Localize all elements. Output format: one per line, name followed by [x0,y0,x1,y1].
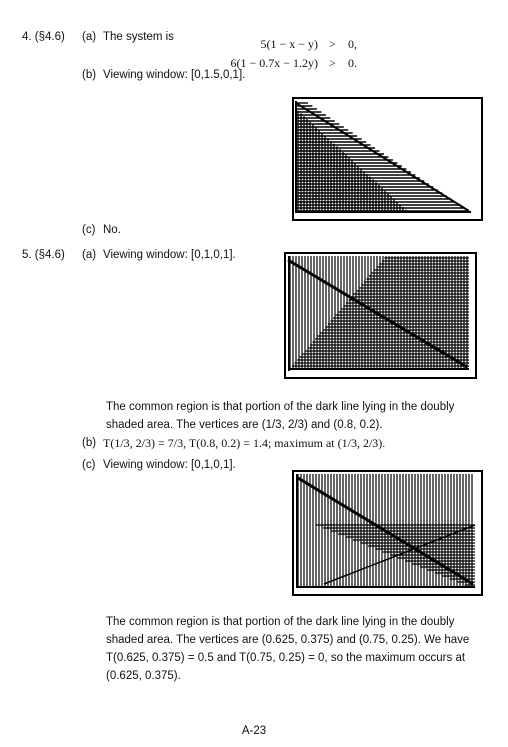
problem-5c-para-line-1: The common region is that portion of the dark line lying in the doubly [106,616,455,628]
problem-4-number: 4. (§4.6) [22,31,65,43]
problem-5a-text: Viewing window: [0,1,0,1]. [103,249,236,261]
inequality-1-op: > [329,37,336,51]
problem-5c-para-line-4: (0.625, 0.375). [106,670,181,682]
problem-4c-text: No. [103,224,121,236]
calculator-graph-5c [292,470,483,596]
problem-5c-label: (c) [82,459,96,471]
inequality-2-lhs: 6(1 − 0.7x − 1.2y) [230,56,318,70]
problem-5-number: 5. (§4.6) [22,249,65,261]
calculator-graph-4b [292,97,483,221]
problem-5c-para-line-3: T(0.625, 0.375) = 0.5 and T(0.75, 0.25) = 0, so the maximum occurs at [106,652,466,664]
inequality-2-rhs: 0. [348,56,357,70]
page-number: A-23 [241,725,267,737]
inequality-1-rhs: 0, [348,37,357,51]
problem-5c-para-line-2: shaded area. The vertices are (0.625, 0.375) and (0.75, 0.25). We have [106,634,470,646]
calculator-graph-5a [284,252,477,379]
inequality-1-lhs: 5(1 − x − y) [260,37,318,51]
problem-4b-text: Viewing window: [0,1.5,0,1]. [103,69,246,81]
problem-4a-text: The system is [103,31,174,43]
problem-4c-label: (c) [82,224,96,236]
problem-4b-label: (b) [82,69,97,81]
problem-5a-para-line-2: shaded area. The vertices are (1/3, 2/3) and (0.8, 0.2). [106,419,383,431]
problem-5c-text: Viewing window: [0,1,0,1]. [103,459,236,471]
inequality-2-op: > [329,56,336,70]
problem-5c-paragraph [106,613,491,685]
problem-5a-label: (a) [82,249,97,261]
problem-5a-paragraph [106,398,486,434]
problem-5a-para-line-1: The common region is that portion of the dark line lying in the doubly [106,401,455,413]
problem-5b-text: T(1/3, 2/3) = 7/3, T(0.8, 0.2) = 1.4; maximum at (1/3, 2/3). [103,436,386,450]
problem-5b-label: (b) [82,437,97,449]
problem-4a-label: (a) [82,31,97,43]
